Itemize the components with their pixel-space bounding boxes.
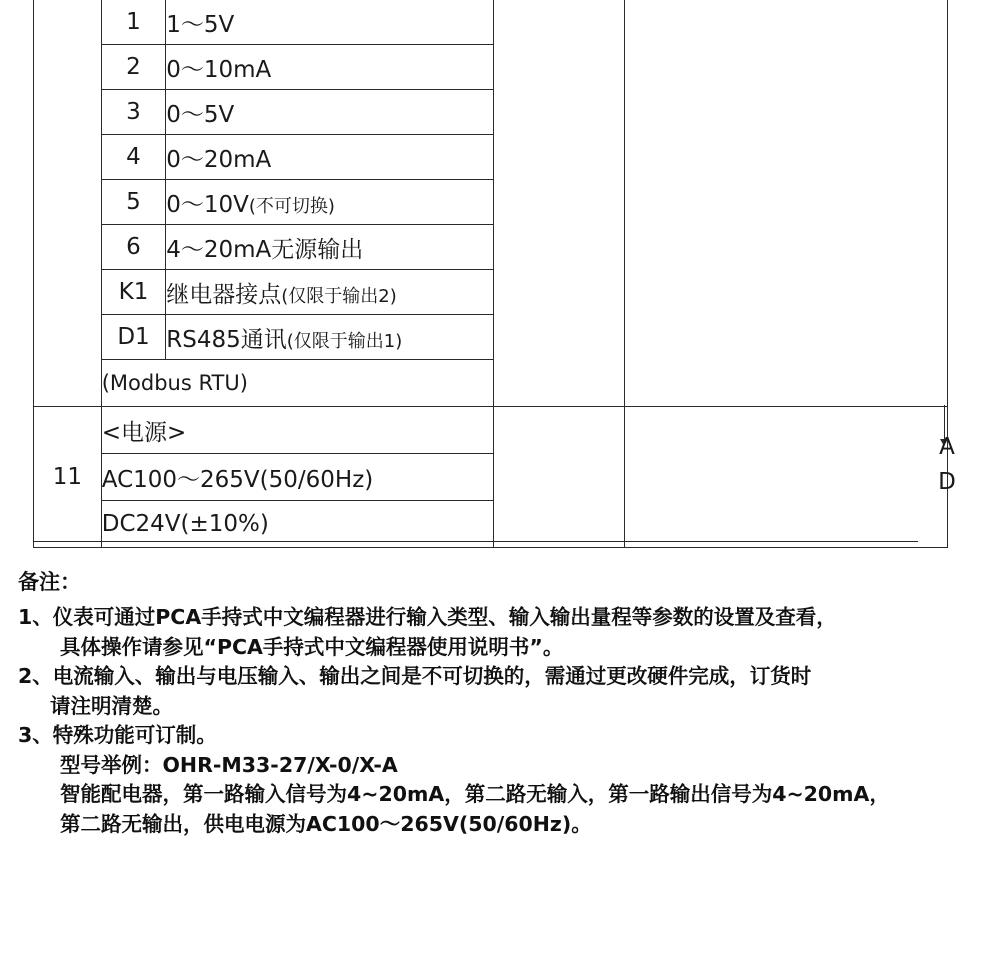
- table-row: [34, 0, 948, 45]
- note-item-1: [18, 607, 978, 657]
- modbus-note: (Modbus RTU): [101, 360, 493, 407]
- option-desc: [166, 225, 494, 270]
- option-desc-main: 4～20mA无源输出: [166, 236, 364, 263]
- option-desc-sub: (仅限于输出2): [281, 285, 397, 307]
- specification-table: [33, 0, 948, 548]
- power-option: AC100～265V(50/60Hz): [101, 454, 493, 501]
- option-desc: [166, 270, 494, 315]
- middle-blank-column-power: [494, 407, 625, 548]
- option-code: 4: [101, 135, 166, 180]
- table-bottom-rule: [33, 541, 918, 542]
- option-code: D1: [101, 315, 166, 360]
- signal-group-index: [34, 0, 102, 407]
- option-desc-main: 继电器接点: [166, 281, 282, 308]
- power-group-title: <电源>: [101, 407, 493, 454]
- option-desc-sub: (不可切换): [248, 195, 335, 217]
- option-desc: [166, 0, 494, 45]
- option-desc-main: 0～10mA: [166, 56, 272, 83]
- note-line: 1、仪表可通过PCA手持式中文编程器进行输入类型、输入输出量程等参数的设置及查看，: [18, 605, 837, 629]
- option-desc-main: 0～10V: [166, 191, 249, 218]
- option-code: 1: [101, 0, 166, 45]
- option-code: K1: [101, 270, 166, 315]
- option-desc: [166, 90, 494, 135]
- option-desc: [166, 315, 494, 360]
- option-desc: [166, 135, 494, 180]
- note-line: 智能配电器，第一路输入信号为4~20mA，第二路无输入，第一路输出信号为4~20mA，: [60, 782, 890, 806]
- note-item-2: [18, 666, 978, 716]
- power-option: DC24V(±10%): [101, 501, 493, 548]
- table-row: [34, 407, 948, 454]
- option-desc: [166, 45, 494, 90]
- side-code-a: A: [939, 434, 955, 460]
- note-line-model-example: 型号举例：OHR-M33-27/X-0/X-A: [60, 752, 398, 777]
- power-group-index: 11: [34, 407, 102, 548]
- side-code-labels: [930, 430, 964, 500]
- option-code: 6: [101, 225, 166, 270]
- right-blank-column: [625, 0, 948, 407]
- note-item-3: [18, 725, 978, 834]
- right-blank-column-power: [625, 407, 948, 548]
- option-code: 3: [101, 90, 166, 135]
- option-desc-main: 0～20mA: [166, 146, 272, 173]
- option-desc-main: 1～5V: [166, 11, 235, 38]
- option-code: 2: [101, 45, 166, 90]
- middle-blank-column: [494, 0, 625, 407]
- note-line: 2、电流输入、输出与电压输入、输出之间是不可切换的，需通过更改硬件完成，订货时: [18, 664, 812, 688]
- option-desc-main: 0～5V: [166, 101, 235, 128]
- note-line: 3、特殊功能可订制。: [18, 723, 217, 747]
- side-code-d: D: [938, 469, 956, 495]
- note-line: 具体操作请参见“PCA手持式中文编程器使用说明书”。: [60, 634, 564, 659]
- notes-section: [18, 572, 978, 843]
- note-line: 第二路无输出，供电电源为AC100～265V(50/60Hz)。: [60, 811, 592, 836]
- option-desc-sub: (仅限于输出1): [286, 330, 403, 352]
- note-line: 请注明清楚。: [50, 693, 173, 718]
- option-desc-main: RS485通讯: [166, 326, 287, 353]
- option-code: 5: [101, 180, 166, 225]
- option-desc: [166, 180, 494, 225]
- notes-title: 备注：: [18, 570, 81, 594]
